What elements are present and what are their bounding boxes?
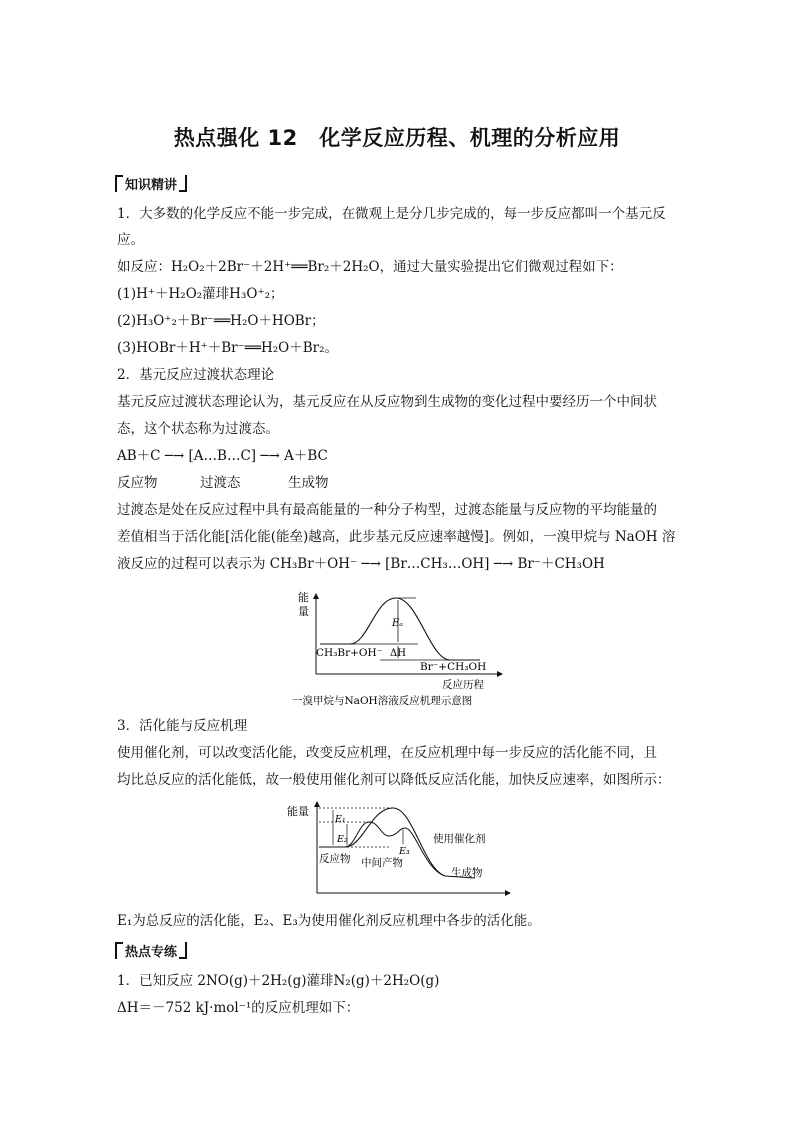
text-line: (2)H₃O⁺₂＋Br⁻══H₂O＋HOBr； [117,313,325,329]
bracket-left-icon [115,942,123,959]
text-line: 液反应的过程可以表示为 CH₃Br＋OH⁻ ─→ [Br…CH₃…OH] ─→ Br⁻＋CH₃OH [117,556,605,572]
figure2-intermediate-label: 中间产物 [361,857,403,869]
figure1-reactant-label: CH₃Br+OH⁻ [316,647,383,659]
section-knowledge: 知识精讲 [115,174,187,193]
text-line: 均比总反应的活化能低，故一般使用催化剂可以降低反应活化能，加快反应速率，如图所示： [117,772,671,788]
figure-catalyst-energy [285,798,515,898]
text-line: 如反应：H₂O₂＋2Br⁻＋2H⁺══Br₂＋2H₂O，通过大量实验提出它们微观过程如下： [117,259,623,275]
bracket-right-icon [179,942,187,959]
figure1-dh-label: ΔH [390,648,406,659]
figure2-e2-label: E₂ [337,834,348,845]
figure1-ylabel-1: 能 [298,591,309,604]
text-line: 应。 [117,232,144,248]
text-line: 使用催化剂，可以改变活化能，改变反应机理，在反应机理中每一步反应的活化能不同，且 [117,745,657,761]
text-line: 1．大多数的化学反应不能一步完成，在微观上是分几步完成的，每一步反应都叫一个基元反 [117,206,666,222]
figure1-ylabel-2: 量 [298,605,309,618]
text-label-reactant: 反应物 [117,475,158,491]
text-line: 1．已知反应 2NO(g)＋2H₂(g)灌琲N₂(g)＋2H₂O(g) [117,973,440,989]
text-line: 3．活化能与反应机理 [117,718,248,734]
text-line: 态，这个状态称为过渡态。 [117,421,279,437]
figure2-ylabel: 能量 [287,805,309,818]
figure2-reactant-label: 反应物 [319,853,351,865]
text-line: 过渡态是处在反应过程中具有最高能量的一种分子构型，过渡态能量与反应物的平均能量的 [117,502,657,518]
text-line: AB＋C ─→ [A…B…C] ─→ A＋BC [117,448,328,464]
text-line: 基元反应过渡状态理论认为，基元反应在从反应物到生成物的变化过程中要经历一个中间状 [117,394,657,410]
bracket-left-icon [115,175,123,192]
figure2-product-label: 生成物 [451,867,483,879]
text-line: 差值相当于活化能[活化能(能垒)越高，此步基元反应速率越慢]。例如，一溴甲烷与 NaOH 溶 [117,529,676,545]
text-line: 2．基元反应过渡状态理论 [117,367,275,383]
page-title: 热点强化 12 化学反应历程、机理的分析应用 [173,126,621,150]
figure-ch3br-mechanism [290,588,520,710]
figure2-e1-label: E₁ [335,814,346,825]
text-label-transition: 过渡态 [200,475,241,491]
text-label-product: 生成物 [288,475,329,491]
text-line: (3)HOBr＋H⁺＋Br⁻══H₂O＋Br₂。 [117,340,339,356]
text-line: ΔH＝－752 kJ·mol⁻¹的反应机理如下： [117,1000,360,1016]
text-line: E₁为总反应的活化能，E₂、E₃为使用催化剂反应机理中各步的活化能。 [117,913,541,929]
figure2-catalyst-label: 使用催化剂 [433,833,486,845]
figure1-caption: 一溴甲烷与NaOH溶液反应机理示意图 [292,695,473,707]
figure1-product-label: Br⁻+CH₃OH [420,661,487,673]
figure2-e3-label: E₃ [399,846,410,857]
figure1-xlabel: 反应历程 [442,679,484,691]
bracket-right-icon [179,175,187,192]
figure1-ea-label: Eₐ [392,618,404,629]
text-line: (1)H⁺＋H₂O₂灌琲H₃O⁺₂； [117,286,284,302]
section-practice: 热点专练 [115,941,187,960]
